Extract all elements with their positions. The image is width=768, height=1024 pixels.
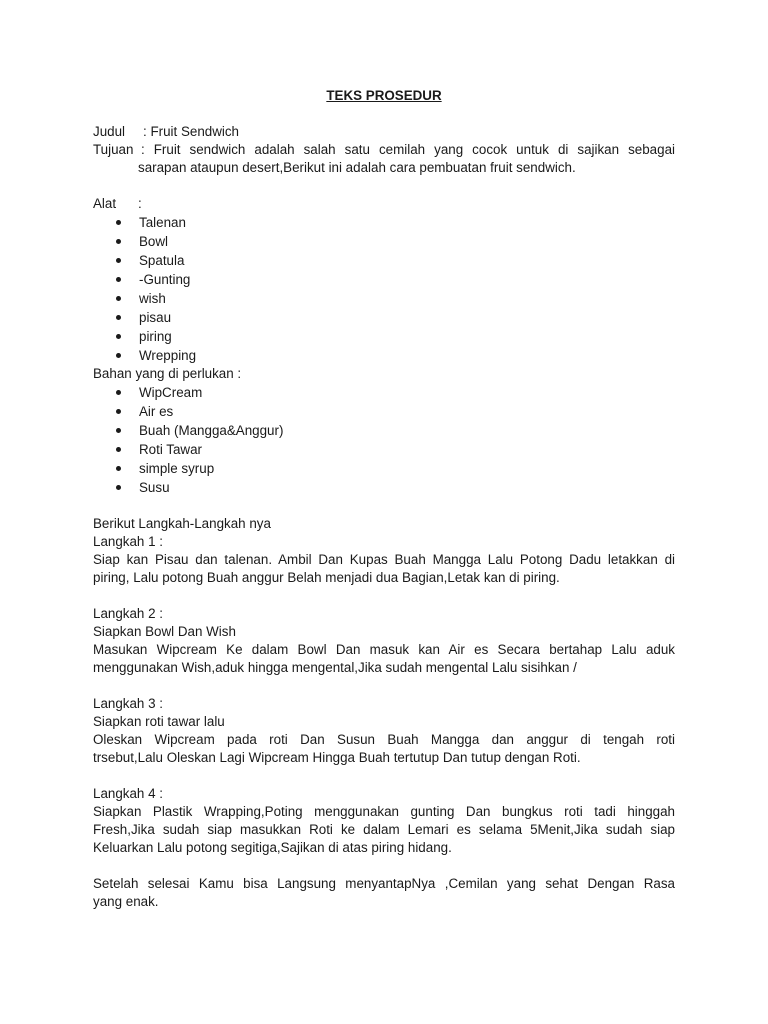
list-item: Wrepping: [93, 346, 675, 365]
tujuan-line-1: : Fruit sendwich adalah salah satu cemilah yang cocok untuk di sajikan sebagai: [141, 142, 675, 157]
step-line: trsebut,Lalu Oleskan Lagi Wipcream Hingga Buah tertutup Dan tutup dengan Roti.: [93, 750, 581, 765]
judul-row: [93, 123, 675, 141]
bahan-list: [93, 383, 675, 497]
step-line: Siapkan roti tawar lalu: [93, 714, 225, 729]
closing-line: Setelah selesai Kamu bisa Langsung menyantapNya ,Cemilan yang sehat Dengan Rasa: [93, 876, 675, 891]
step-line: menggunakan Wish,aduk hingga mengental,Jika sudah mengental Lalu sisihkan /: [93, 660, 577, 675]
step-2: [93, 605, 675, 677]
list-item: Roti Tawar: [93, 440, 675, 459]
judul-value: : Fruit Sendwich: [143, 124, 240, 139]
step-3: [93, 695, 675, 767]
tujuan-label: Tujuan: [93, 142, 134, 157]
judul-label: Judul: [93, 124, 126, 139]
step-line: Siap kan Pisau dan talenan. Ambil Dan Kupas Buah Mangga Lalu Potong Dadu letakkan di: [93, 552, 675, 567]
step-1: [93, 533, 675, 587]
list-item: -Gunting: [93, 270, 675, 289]
step-line: Siapkan Plastik Wrapping,Poting menggunakan gunting Dan bungkus roti tadi hinggah: [93, 804, 675, 819]
list-item: Spatula: [93, 251, 675, 270]
step-line: Masukan Wipcream Ke dalam Bowl Dan masuk kan Air es Secara bertahap Lalu aduk: [93, 642, 675, 657]
closing-line: yang enak.: [93, 894, 159, 909]
list-item: piring: [93, 327, 675, 346]
list-item: simple syrup: [93, 459, 675, 478]
alat-colon: :: [138, 196, 142, 211]
list-item: WipCream: [93, 383, 675, 402]
list-item: Air es: [93, 402, 675, 421]
list-item: Buah (Mangga&Anggur): [93, 421, 675, 440]
alat-list: [93, 213, 675, 365]
step-label: Langkah 3 :: [93, 696, 163, 711]
list-item: Talenan: [93, 213, 675, 232]
tujuan-line-2: sarapan ataupun desert,Berikut ini adalah cara pembuatan fruit sendwich.: [138, 160, 576, 175]
list-item: Susu: [93, 478, 675, 497]
document-page: [93, 87, 675, 911]
step-line: Fresh,Jika sudah siap masukkan Roti ke dalam Lemari es selama 5Menit,Jika sudah siap: [93, 822, 675, 837]
step-line: Oleskan Wipcream pada roti Dan Susun Buah Mangga dan anggur di tengah roti: [93, 732, 675, 747]
step-4: [93, 785, 675, 857]
steps-intro: Berikut Langkah-Langkah nya: [93, 516, 271, 531]
closing-paragraph: [93, 875, 675, 911]
list-item: pisau: [93, 308, 675, 327]
step-line: piring, Lalu potong Buah anggur Belah menjadi dua Bagian,Letak kan di piring.: [93, 570, 560, 585]
step-line: Siapkan Bowl Dan Wish: [93, 624, 236, 639]
document-title: TEKS PROSEDUR: [326, 88, 442, 103]
tujuan-row: [93, 141, 675, 159]
step-label: Langkah 1 :: [93, 534, 163, 549]
list-item: Bowl: [93, 232, 675, 251]
list-item: wish: [93, 289, 675, 308]
alat-label: Alat: [93, 196, 117, 211]
bahan-heading: Bahan yang di perlukan :: [93, 366, 242, 381]
step-label: Langkah 2 :: [93, 606, 163, 621]
alat-heading: [93, 195, 675, 213]
step-line: Keluarkan Lalu potong segitiga,Sajikan di atas piring hidang.: [93, 840, 452, 855]
step-label: Langkah 4 :: [93, 786, 163, 801]
